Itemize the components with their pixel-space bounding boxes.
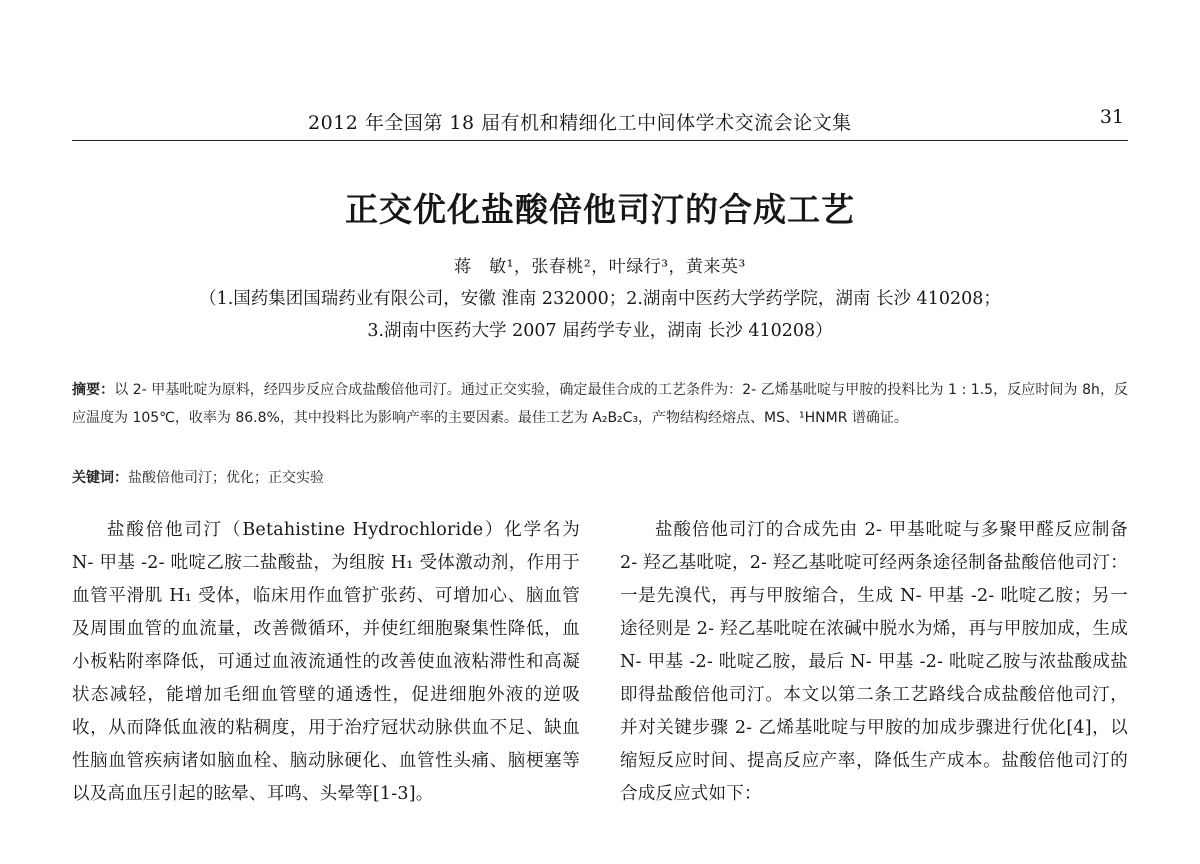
affiliation-line-2: 3.湖南中医药大学 2007 届药学专业，湖南 长沙 410208） xyxy=(367,321,833,341)
abstract-label: 摘要： xyxy=(72,382,115,398)
abstract xyxy=(72,376,1128,432)
keywords-label: 关键词： xyxy=(72,470,128,486)
affiliation-line-1: （1.国药集团国瑞药业有限公司，安徽 淮南 232000；2.湖南中医药大学药学院，湖南 长沙 410208； xyxy=(199,289,1001,309)
running-header xyxy=(72,106,1128,141)
keywords-text: 盐酸倍他司汀；优化；正交实验 xyxy=(128,470,324,486)
body-column-right: 盐酸倍他司汀的合成先由 2- 甲基吡啶与多聚甲醛反应制备 2- 羟乙基吡啶，2- 羟乙基吡啶可经两条途径制备盐酸倍他司汀：一是先溴代，再与甲胺缩合，生成 N- 甲基 -2- 吡啶乙胺；另一途径则是 2- 羟乙基吡啶在浓碱中脱水为烯，再与甲胺加成，生成 N- 甲基 -2- 吡啶乙胺，最后 N- 甲基 -2- 吡啶乙胺与浓盐酸成盐即得盐酸倍他司汀。本文以第二条工艺路线合成盐酸倍他司汀，并对关键步骤 2- 乙烯基吡啶与甲胺的加成步骤进行优化[4]，以缩短反应时间、提高反应产率，降低生产成本。盐酸倍他司汀的合成反应式如下： xyxy=(620,520,1128,804)
keywords xyxy=(72,466,1128,490)
article-title: 正交优化盐酸倍他司汀的合成工艺 xyxy=(345,190,855,229)
page-number: 31 xyxy=(1099,106,1124,128)
body-column-left: 盐酸倍他司汀（Betahistine Hydrochloride）化学名为 N- 甲基 -2- 吡啶乙胺二盐酸盐，为组胺 H₁ 受体激动剂，作用于血管平滑肌 H₁ 受体，临床用作血管扩张药、可增加心、脑血管及周围血管的血流量，改善微循环，并使红细胞聚集性降低，血小板粘附率降低，可通过血液流通性的改善使血液粘滞性和高凝状态减轻，能增加毛细血管壁的通透性，促进细胞外液的逆吸收，从而降低血液的粘稠度，用于治疗冠状动脉供血不足、缺血性脑血管疾病诸如脑血栓、脑动脉硬化、血管性头痛、脑梗塞等以及高血压引起的眩晕、耳鸣、头晕等[1-3]。 xyxy=(72,520,580,804)
abstract-text: 以 2- 甲基吡啶为原料，经四步反应合成盐酸倍他司汀。通过正交实验，确定最佳合成的工艺条件为：2- 乙烯基吡啶与甲胺的投料比为 1 : 1.5，反应时间为 8h，反应温度为 105℃，收率为 86.8%，其中投料比为影响产率的主要因素。最佳工艺为 A₂B₂C₃，产物结构经熔点、MS、¹HNMR 谱确证。 xyxy=(72,382,1129,426)
author-list: 蒋 敏¹，张春桃²，叶绿行³，黄来英³ xyxy=(454,257,746,277)
proceedings-title: 2012 年全国第 18 届有机和精细化工中间体学术交流会论文集 xyxy=(308,112,852,134)
